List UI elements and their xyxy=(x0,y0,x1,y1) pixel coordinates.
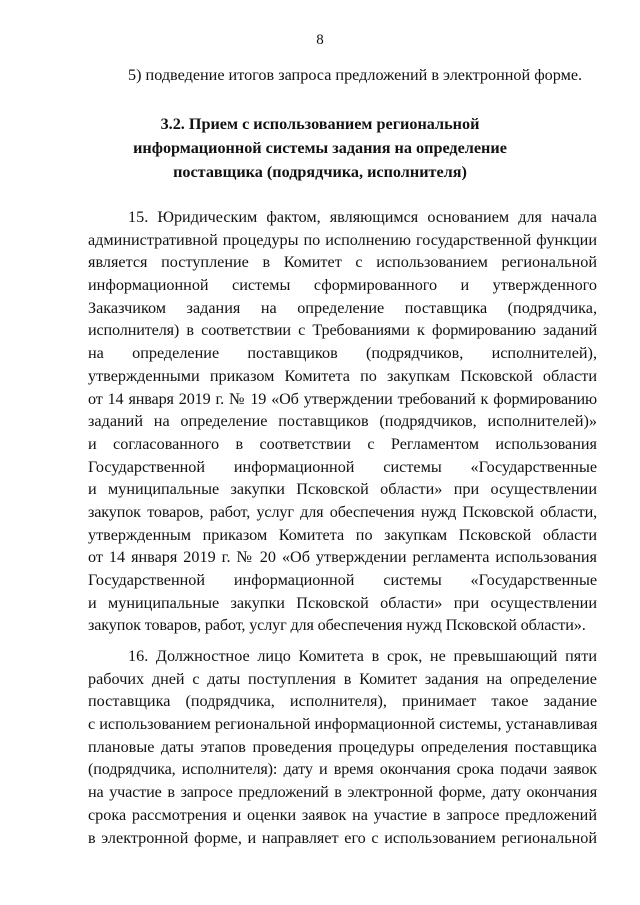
paragraph-line: рабочих дней с даты поступления в Комитет задания на определение xyxy=(88,669,597,688)
paragraph-line: (подрядчика, исполнителя): дату и время окончания срока подачи заявок xyxy=(88,760,597,779)
paragraph-line: закупок товаров, работ, услуг для обеспечения нужд Псковской области». xyxy=(88,616,586,635)
paragraph-line: срока рассмотрения и оценки заявок на участие в запросе предложений xyxy=(88,805,597,824)
paragraph-16 xyxy=(88,645,597,849)
heading-line: информационной системы задания на определение xyxy=(133,139,507,157)
paragraph-line: и муниципальные закупки Псковской области» при осуществлении xyxy=(88,593,597,612)
paragraph-line: утвержденными приказом Комитета по закупкам Псковской области xyxy=(88,366,597,385)
paragraph-line: Государственной информационной системы «Государственные xyxy=(88,571,597,589)
paragraph-line: 16. Должностное лицо Комитета в срок, не превышающий пяти xyxy=(128,647,597,665)
heading-line: 3.2. Прием с использованием региональной xyxy=(160,115,480,133)
paragraph-line: от 14 января 2019 г. № 19 «Об утверждении требований к формированию xyxy=(88,389,597,408)
paragraph-line: от 14 января 2019 г. № 20 «Об утверждении регламента использования xyxy=(88,548,597,567)
paragraph-line: Государственной информационной системы «Государственные xyxy=(88,457,597,476)
heading-line: поставщика (подрядчика, исполнителя) xyxy=(173,163,467,181)
paragraph-line: Заказчиком задания на определение поставщика (подрядчика, xyxy=(88,298,597,317)
paragraph-line: в электронной форме, и направляет его с использованием региональной xyxy=(88,828,597,847)
page-number: 8 xyxy=(316,32,324,48)
paragraph-line: закупок товаров, работ, услуг для обеспечения нужд Псковской области, xyxy=(88,502,597,521)
paragraph-line: поставщика (подрядчика, исполнителя), принимает такое задание xyxy=(88,692,597,711)
section-heading xyxy=(0,112,640,184)
paragraph-line: информационной системы сформированного и утвержденного xyxy=(88,276,597,295)
paragraph-line: на определение поставщиков (подрядчиков, исполнителей), xyxy=(88,344,597,363)
paragraph-line: и согласованного в соответствии с Регламентом использования xyxy=(88,434,597,453)
paragraph-line: исполнителя) в соответствии с Требованиями к формированию заданий xyxy=(88,321,597,340)
paragraph-line: на участие в запросе предложений в электронной форме, дату окончания xyxy=(88,783,597,802)
paragraph-line: и муниципальные закупки Псковской области» при осуществлении xyxy=(88,480,597,499)
paragraph-line: 15. Юридическим фактом, являющимся основанием для начала xyxy=(128,208,597,226)
paragraph-line: заданий на определение поставщиков (подрядчиков, исполнителей)» xyxy=(88,412,597,431)
paragraph-line: административной процедуры по исполнению государственной функции xyxy=(88,230,597,249)
paragraph-line: утвержденным приказом Комитета по закупкам Псковской области xyxy=(88,525,597,544)
intro-line: 5) подведение итогов запроса предложений в электронной форме. xyxy=(128,66,583,84)
paragraph-line: с использованием региональной информационной системы, устанавливая xyxy=(88,715,598,734)
paragraph-line: является поступление в Комитет с использованием региональной xyxy=(88,253,597,272)
paragraph-15 xyxy=(88,206,597,637)
paragraph-line: плановые даты этапов проведения процедуры определения поставщика xyxy=(88,737,597,756)
